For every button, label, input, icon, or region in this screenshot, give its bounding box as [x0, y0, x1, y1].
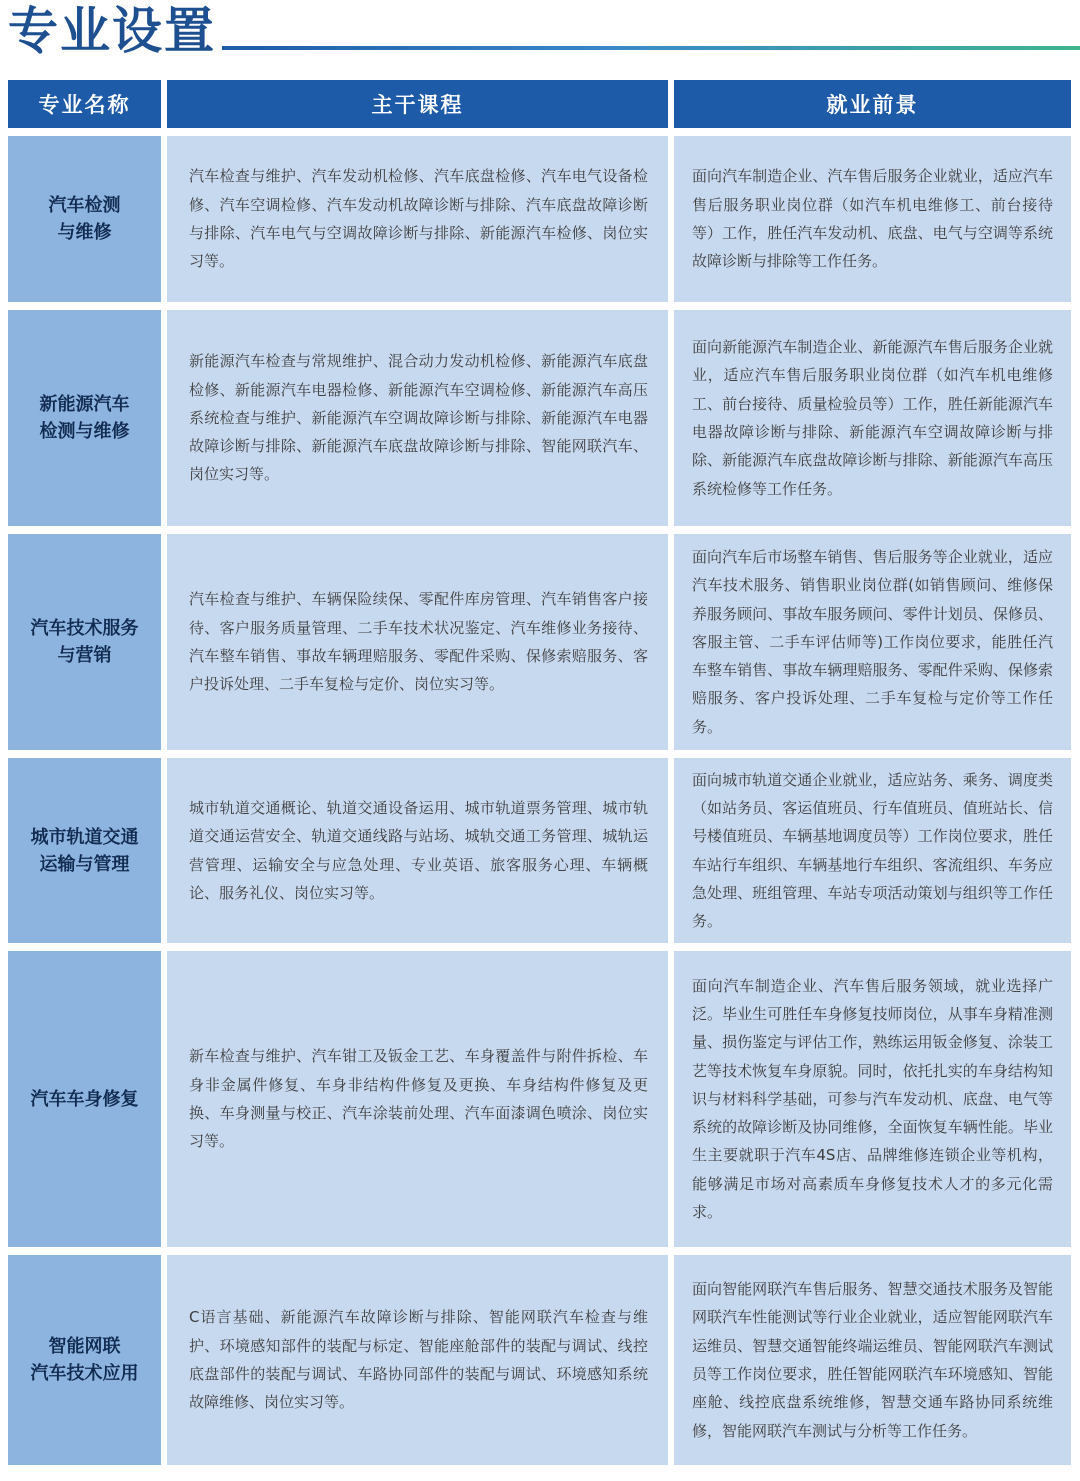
prospects-cell — [674, 951, 1071, 1247]
header-main-courses: 主干课程 — [167, 80, 668, 128]
prospects-text: 面向汽车制造企业、汽车售后服务领域，就业选择广泛。毕业生可胜任车身修复技师岗位，从事车身精准测量、损伤鉴定与评估工作，熟练运用钣金修复、涂装工艺等技术恢复车身原貌。同时，依托扎实的车身结构知识与材料科学基础，可参与汽车发动机、底盘、电气等系统的故障诊断及协同维修，全面恢复车辆性能。毕业生主要就职于汽车4S店、品牌维修连锁企业等机构，能够满足市场对高素质车身修复技术人才的多元化需求。 — [692, 976, 1053, 1222]
prospects-text: 面向新能源汽车制造企业、新能源汽车售后服务企业就业，适应汽车售后服务职业岗位群（如汽车机电维修工、前台接待、质量检验员等）工作，胜任新能源汽车电器故障诊断与排除、新能源汽车空调故障诊断与排除、新能源汽车底盘故障诊断与排除、新能源汽车高压系统检修等工作任务。 — [692, 338, 1053, 498]
major-name-cell: 汽车技术服务 与营销 — [8, 534, 161, 750]
courses-cell — [167, 951, 668, 1247]
major-name-cell: 汽车检测 与维修 — [8, 136, 161, 302]
courses-text: 新能源汽车检查与常规维护、混合动力发动机检修、新能源汽车底盘检修、新能源汽车电器检修、新能源汽车空调检修、新能源汽车高压系统检查与维护、新能源汽车空调故障诊断与排除、新能源汽车电器故障诊断与排除、新能源汽车底盘故障诊断与排除、智能网联汽车、岗位实习等。 — [189, 352, 648, 484]
prospects-cell — [674, 136, 1071, 302]
major-name-cell: 汽车车身修复 — [8, 951, 161, 1247]
courses-cell — [167, 136, 668, 302]
major-name-cell: 智能网联 汽车技术应用 — [8, 1255, 161, 1465]
page-title: 专业设置 — [8, 2, 216, 60]
prospects-cell — [674, 534, 1071, 750]
majors-table — [8, 80, 1071, 1465]
prospects-text: 面向智能网联汽车售后服务、智慧交通技术服务及智能网联汽车性能测试等行业企业就业，适应智能网联汽车运维员、智慧交通智能终端运维员、智能网联汽车测试员等工作岗位要求，胜任智能网联汽车环境感知、智能座舱、线控底盘系统维修，智慧交通车路协同系统维修，智能网联汽车测试与分析等工作任务。 — [692, 1280, 1053, 1440]
major-name-cell: 城市轨道交通 运输与管理 — [8, 758, 161, 943]
major-name-cell: 新能源汽车 检测与维修 — [8, 310, 161, 526]
prospects-cell — [674, 1255, 1071, 1465]
courses-cell — [167, 1255, 668, 1465]
header-employment-prospects: 就业前景 — [674, 80, 1071, 128]
prospects-cell — [674, 310, 1071, 526]
courses-text: 城市轨道交通概论、轨道交通设备运用、城市轨道票务管理、城市轨道交通运营安全、轨道交通线路与站场、城轨交通工务管理、城轨运营管理、运输安全与应急处理、专业英语、旅客服务心理、车辆概论、服务礼仪、岗位实习等。 — [189, 798, 648, 902]
prospects-text: 面向城市轨道交通企业就业，适应站务、乘务、调度类（如站务员、客运值班员、行车值班员、值班站长、信号楼值班员、车辆基地调度员等）工作岗位要求，胜任车站行车组织、车辆基地行车组织、客流组织、车务应急处理、班组管理、车站专项活动策划与组织等工作任务。 — [692, 770, 1053, 931]
header-major-name: 专业名称 — [8, 80, 161, 128]
title-underline — [222, 46, 1080, 50]
courses-text: 汽车检查与维护、汽车发动机检修、汽车底盘检修、汽车电气设备检修、汽车空调检修、汽车发动机故障诊断与排除、汽车底盘故障诊断与排除、汽车电气与空调故障诊断与排除、新能源汽车检修、岗位实习等。 — [189, 167, 648, 271]
courses-cell — [167, 534, 668, 750]
prospects-text: 面向汽车制造企业、汽车售后服务企业就业，适应汽车售后服务职业岗位群（如汽车机电维修工、前台接待等）工作，胜任汽车发动机、底盘、电气与空调等系统故障诊断与排除等工作任务。 — [692, 167, 1053, 271]
prospects-text: 面向汽车后市场整车销售、售后服务等企业就业，适应汽车技术服务、销售职业岗位群(如销售顾问、维修保养服务顾问、事故车服务顾问、零件计划员、保修员、客服主管、二手车评估师等)工作岗位要求，能胜任汽车整车销售、事故车辆理赔服务、零配件采购、保修索赔服务、客户投诉处理、二手车复检与定价等工作任务。 — [692, 547, 1053, 736]
courses-text: 新车检查与维护、汽车钳工及钣金工艺、车身覆盖件与附件拆检、车身非金属件修复、车身非结构件修复及更换、车身结构件修复及更换、车身测量与校正、汽车涂装前处理、汽车面漆调色喷涂、岗位实习等。 — [189, 1047, 648, 1151]
courses-text: 汽车检查与维护、车辆保险续保、零配件库房管理、汽车销售客户接待、客户服务质量管理、二手车技术状况鉴定、汽车维修业务接待、汽车整车销售、事故车辆理赔服务、零配件采购、保修索赔服务、客户投诉处理、二手车复检与定价、岗位实习等。 — [189, 590, 648, 694]
courses-text: C语言基础、新能源汽车故障诊断与排除、智能网联汽车检查与维护、环境感知部件的装配与标定、智能座舱部件的装配与调试、线控底盘部件的装配与调试、车路协同部件的装配与调试、环境感知系统故障维修、岗位实习等。 — [189, 1308, 648, 1412]
prospects-cell — [674, 758, 1071, 943]
courses-cell — [167, 758, 668, 943]
courses-cell — [167, 310, 668, 526]
